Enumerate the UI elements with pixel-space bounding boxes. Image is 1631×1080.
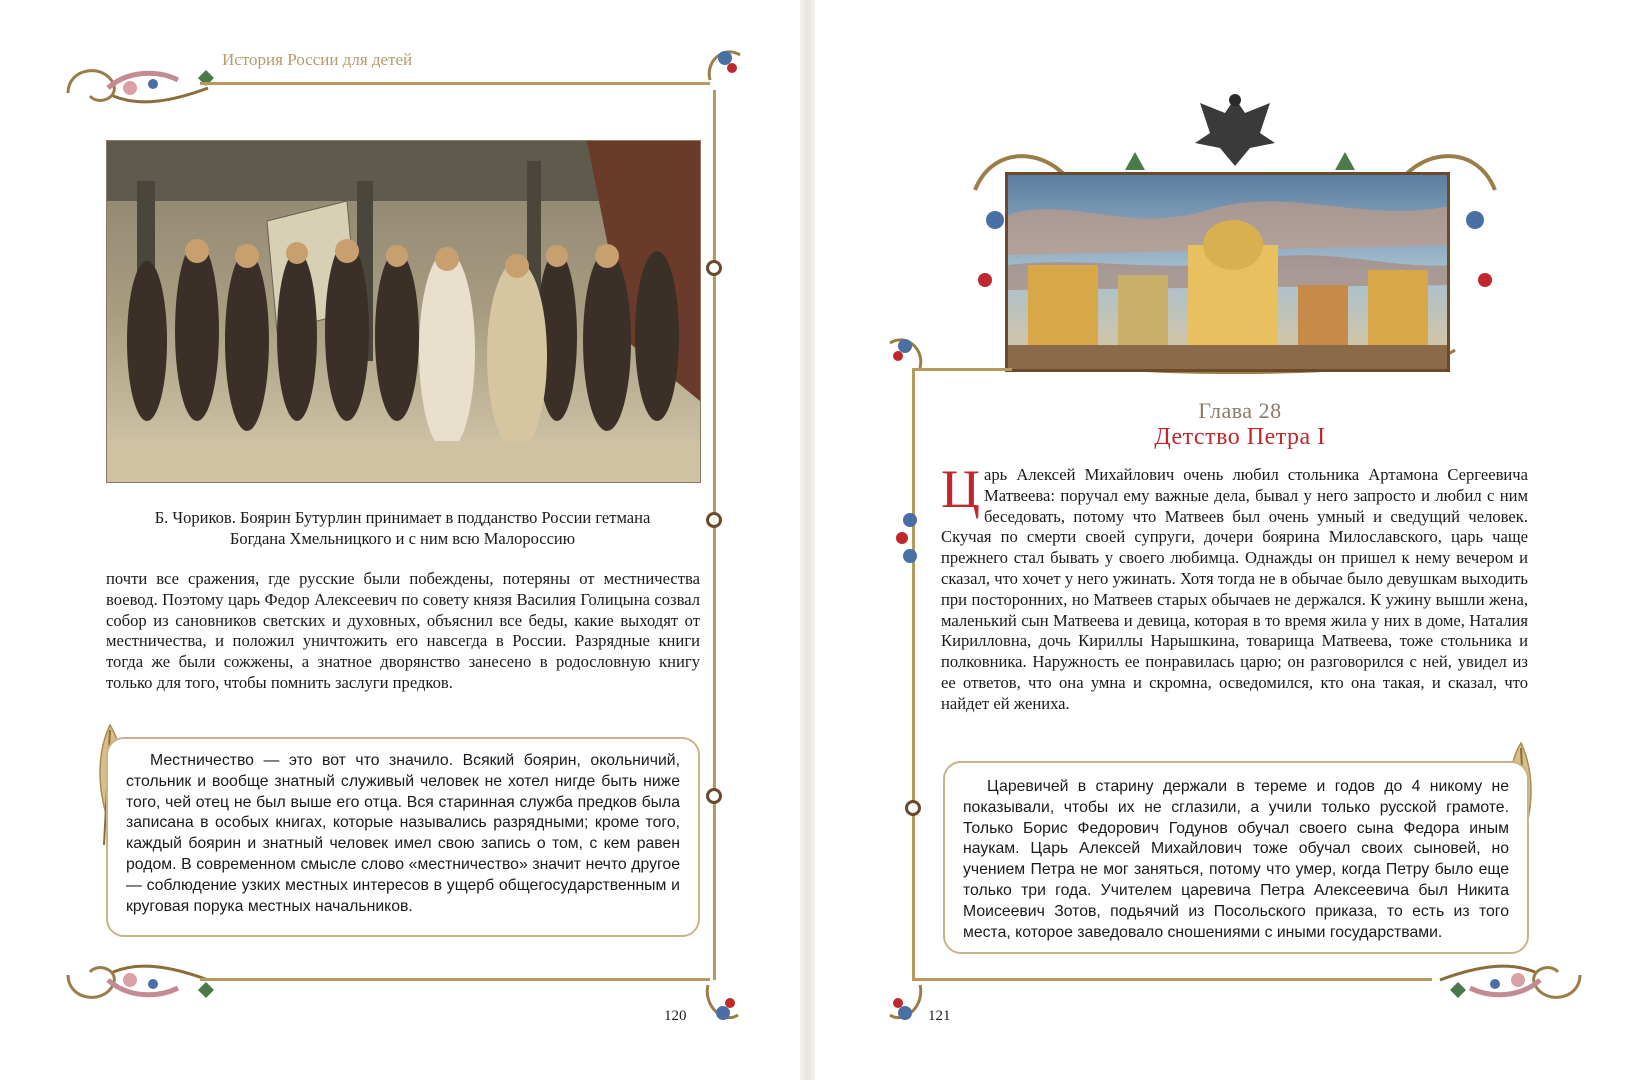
chapter-number: Глава 28	[1198, 398, 1282, 423]
illustration-caption: Б. Чориков. Боярин Бутурлин принимает в подданство России гетмана Богдана Хмельницкого и с ним всю Малороссию	[154, 508, 651, 548]
chapter-banner-painting	[1005, 172, 1450, 372]
chapter-title: Детство Петра I	[1154, 424, 1326, 450]
frame-ring	[905, 800, 921, 816]
body-text-right	[941, 459, 1528, 715]
top-frame-line-right	[912, 368, 1012, 371]
note-text: Местничество — это вот что значило. Всякий боярин, окольничий, стольник и вообще знатный служивый человек не хотел нигде быть ниже того, чей отец не был выше его отца. Вся старинная служба предков была записана в особых книгах, которые назывались разрядными; кроме того, каждый боярин и знатный человек имел свою запись о том, с кем равен родом. В современном смысле слово «местничество» значит нечто другое — соблюдение узких местных интересов в ущерб общегосударственным и круговая порука местных начальников.	[126, 752, 680, 915]
bottom-left-ornament-right	[880, 975, 930, 1035]
page-number-left: 120	[664, 1008, 687, 1024]
note-text: Царевичей в старину держали в тереме и годов до 4 никому не показывали, чтобы их не сглазили, а учили только русской грамоте. Только Борис Федорович Годунов обучал своего сына Федора иным наукам. Царь Алексей Михайлович тоже обучал своих сыновей, но учением Петра не мог заняться, потому что умер, когда Петру было еще только три года. Учителем царевича Петра Алексеевича был Никита Моисеевич Зотов, подьячий из Посольского приказа, то есть из того места, которое заведовало сношениями с иными государствами.	[963, 778, 1509, 941]
body-text-left: почти все сражения, где русские были побеждены, потеряны от местничества воевод. Поэтому царь Федор Алексеевич по совету князя Василия Голицына созвал собор из сановников светских и духовных, объяснил все беды, какие выходят от местничества, и положил уничтожить его навсегда в России. Разрядные книги тогда же были сожжены, а знатное дворянство занесено в родословную книгу только для того, чтобы помнить заслуги предков.	[106, 569, 700, 692]
bottom-right-ornament-right	[1420, 950, 1590, 1010]
drop-cap: Ц	[941, 459, 980, 519]
left-frame-ornament	[880, 328, 930, 388]
sidebar-note-right	[943, 761, 1529, 954]
bottom-frame-line-right	[912, 978, 1432, 981]
kremlin-painting	[1008, 175, 1450, 372]
page-number-right: 121	[928, 1008, 951, 1024]
left-frame-line-right	[912, 368, 915, 978]
running-head: История России для детей	[222, 50, 413, 69]
body-text: арь Алексей Михайлович очень любил стольника Артамона Сергеевича Матвеева: поручал ему важные дела, бывал у него запросто и любил с ним беседовать, потому что Матвеев был очень умный и сведущий человек. Скучая по смерти своей супруги, дочери боярина Милославского, царь чаще прежнего стал бывать у своего любимца. Однажды он пришел к нему вечером и сказал, что хочет у него ужинать. Хотя тогда не в обычае было девушкам выходить при посторонних, но Матвеев старых обычаев не держался. К ужину вышли жена, маленький сын Матвеева и девица, которая в то время жила у них в доме, Наталия Кирилловна, дочь Кириллы Нарышкина, товарища Матвеева, тоже стольника и полковника. Наружность ее понравилась царю; он разговорился с ней, увидел из ее ответов, что она умна и скромна, осведомился, кто она такая, и сказал, что найдет ей жениха.	[941, 465, 1528, 713]
mid-frame-ornament	[880, 500, 930, 580]
